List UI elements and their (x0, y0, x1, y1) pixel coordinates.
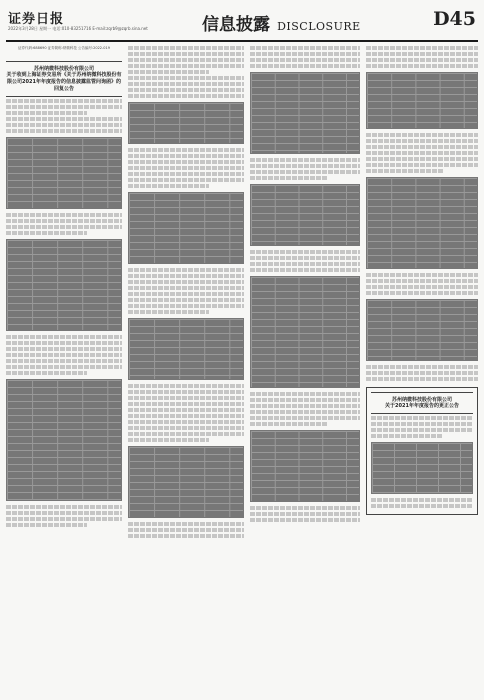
data-table (250, 276, 360, 388)
announcement-company: 苏州纳微科技股份有限公司 (33, 66, 94, 72)
data-table (6, 379, 122, 501)
announcement-headline: 关于收到上海证券交易所《关于苏州纳微科技股份有限公司2021年年度报告的信息披露监管问询函》的回复公告 (6, 72, 122, 92)
correction-company: 苏州纳微科技股份有限公司 (391, 397, 452, 403)
column-3 (250, 44, 360, 686)
masthead-meta: 2022年3月28日 星期一 电话:010-83251716 E-mail:zqrb9@zqrb.sina.net (8, 26, 148, 31)
newspaper-logo: 证券日报 (8, 12, 65, 27)
data-table (371, 442, 473, 494)
correction-title-block (371, 392, 473, 414)
correction-announcement (366, 387, 478, 515)
section-title-cn: 信息披露 (202, 15, 270, 35)
page-code: D45 (433, 8, 476, 30)
data-table (366, 177, 478, 269)
data-table (366, 299, 478, 361)
section-title (202, 10, 361, 35)
column-1 (6, 44, 122, 686)
data-table (6, 239, 122, 331)
data-table (128, 318, 244, 380)
data-table (250, 184, 360, 246)
section-title-en: DISCLOSURE (277, 20, 361, 33)
data-table (128, 446, 244, 518)
column-2 (128, 44, 244, 686)
data-table (366, 72, 478, 129)
column-4 (366, 44, 478, 686)
data-table (250, 72, 360, 154)
masthead (6, 6, 478, 42)
announcement-code: 证券代码:688690 证券简称:纳微科技 公告编号:2022-019 (18, 46, 110, 50)
data-table (128, 102, 244, 144)
data-table (6, 137, 122, 209)
data-table (128, 192, 244, 264)
data-table (250, 430, 360, 502)
announcement-title-block (6, 61, 122, 97)
correction-headline: 关于2021年年度报告的更正公告 (385, 403, 459, 409)
